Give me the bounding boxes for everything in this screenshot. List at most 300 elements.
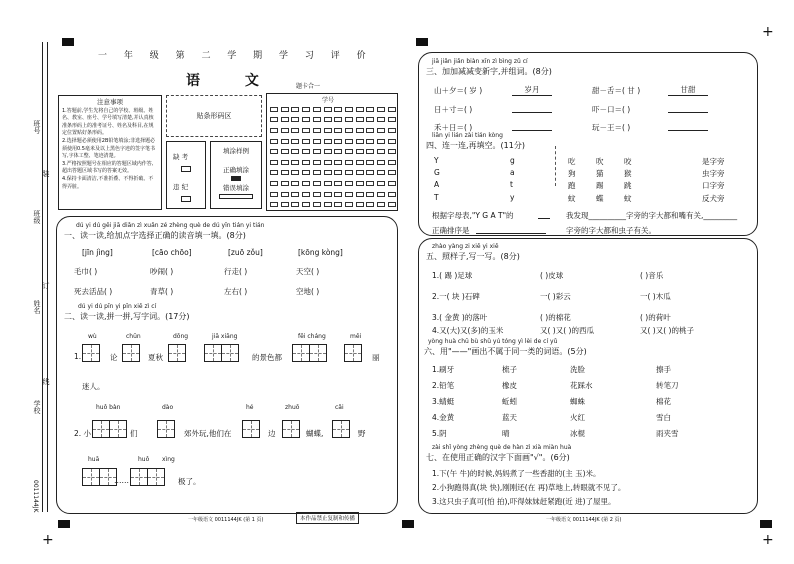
- q1-item[interactable]: 左右( ): [224, 287, 248, 296]
- q7-pinyin: zài shǐ yòng zhèng què de hàn zì xià miàn huà: [432, 444, 572, 451]
- q2-text: 郊外玩,他们在: [184, 429, 232, 438]
- id-bubble[interactable]: [366, 117, 374, 122]
- id-bubble[interactable]: [366, 107, 374, 112]
- id-bubble[interactable]: [345, 160, 353, 165]
- q3-word[interactable]: [668, 122, 708, 131]
- q7-row[interactable]: 2.小狗跑得真(块 快),刚刚还(在 再)草地上,转眼就不见了。: [432, 483, 626, 492]
- id-bubble[interactable]: [302, 181, 310, 186]
- q1-item[interactable]: 青草( ): [150, 287, 174, 296]
- id-bubble[interactable]: [377, 202, 385, 207]
- id-bubble[interactable]: [366, 139, 374, 144]
- id-bubble[interactable]: [366, 192, 374, 197]
- q2-py: huǒ bàn: [96, 404, 121, 411]
- tianzige[interactable]: [130, 468, 164, 486]
- copyright-stamp: 本作品禁止复制和传播: [296, 512, 359, 524]
- q4-word[interactable]: 吃: [568, 157, 576, 166]
- id-column[interactable]: [387, 104, 397, 210]
- id-bubble[interactable]: [291, 139, 299, 144]
- id-bubble[interactable]: [345, 139, 353, 144]
- q4-pinyin: liān yi lián zài tián kòng: [432, 132, 503, 139]
- q2-py: xìng: [162, 456, 175, 463]
- q5-title: 五、照样子,写一写。(8分): [426, 252, 520, 261]
- notice-item: 4.保持卡面清洁,不准折叠、不得折破、不得弄脏。: [62, 175, 154, 190]
- q4-word[interactable]: 蚊: [624, 194, 632, 203]
- id-bubble[interactable]: [270, 128, 278, 133]
- id-column[interactable]: [365, 104, 375, 210]
- tianzige[interactable]: [282, 420, 299, 438]
- id-bubble[interactable]: [356, 107, 364, 112]
- q3-formula[interactable]: 山＋夕＝( 岁 ): [434, 86, 483, 95]
- side-label: 姓名: [33, 300, 41, 314]
- q6-word[interactable]: 花踩水: [570, 381, 593, 390]
- id-bubble[interactable]: [281, 139, 289, 144]
- q6-word[interactable]: 蜘蛛: [570, 397, 585, 406]
- id-bubble[interactable]: [302, 170, 310, 175]
- barcode-area: [166, 95, 262, 137]
- id-bubble[interactable]: [324, 117, 332, 122]
- id-bubble[interactable]: [334, 107, 342, 112]
- registration-mark: [58, 520, 70, 528]
- id-bubble[interactable]: [313, 160, 321, 165]
- q5-cell[interactable]: 1.( 踢 )足球: [432, 271, 473, 280]
- id-bubble[interactable]: [302, 192, 310, 197]
- registration-mark: [416, 38, 428, 46]
- id-bubble[interactable]: [377, 170, 385, 175]
- id-bubble[interactable]: [377, 181, 385, 186]
- q3-formula[interactable]: 日＋寸＝( ): [434, 105, 473, 114]
- id-column[interactable]: [333, 104, 343, 210]
- q1-option: [jīn jìng]: [82, 248, 113, 257]
- registration-mark: [760, 520, 772, 528]
- tianzige[interactable]: [122, 344, 139, 362]
- q4-radical[interactable]: 反犬旁: [702, 194, 725, 203]
- id-bubble[interactable]: [281, 181, 289, 186]
- violation-checkbox[interactable]: [181, 196, 191, 202]
- notice-item: 2.选择题必须使用2B铅笔填涂;非选择题必须使用0.5毫米及以上黑色字迹的签字笔书写,字体工整、笔迹清楚。: [62, 137, 156, 160]
- tianzige[interactable]: [82, 468, 116, 486]
- q6-word[interactable]: 5.阴: [432, 429, 447, 438]
- side-label: 装: [42, 170, 50, 177]
- id-column[interactable]: [323, 104, 333, 210]
- q4-fill: 根据字母表,"Y G A T"的: [432, 211, 514, 220]
- q3-formula[interactable]: 吓－口＝( ): [592, 105, 631, 114]
- id-bubble[interactable]: [377, 149, 385, 154]
- q4-low[interactable]: g: [510, 156, 515, 165]
- registration-mark: [62, 38, 74, 46]
- q2-text: 夏秋: [148, 353, 163, 362]
- fill-example-title: 填涂样例: [223, 147, 249, 155]
- q4-cap[interactable]: Y: [434, 156, 439, 165]
- q2-text: 极了。: [178, 477, 201, 486]
- id-bubble[interactable]: [366, 170, 374, 175]
- q1-item[interactable]: 死去活品( ): [74, 287, 113, 296]
- id-bubble[interactable]: [356, 139, 364, 144]
- absent-box: [166, 141, 206, 209]
- id-bubble[interactable]: [270, 192, 278, 197]
- id-bubble[interactable]: [281, 192, 289, 197]
- id-bubble[interactable]: [377, 107, 385, 112]
- q2-py: wù: [88, 333, 97, 340]
- tianzige[interactable]: [344, 344, 361, 362]
- id-bubble[interactable]: [388, 117, 396, 122]
- id-bubble[interactable]: [281, 117, 289, 122]
- q4-low[interactable]: y: [510, 193, 515, 202]
- violation-label: 违 纪: [173, 183, 189, 191]
- id-bubble[interactable]: [334, 181, 342, 186]
- q1-option: [cāo chōo]: [152, 248, 192, 257]
- wrong-marks: [219, 194, 253, 199]
- q4-fill-blank[interactable]: [476, 227, 546, 234]
- id-bubble[interactable]: [377, 117, 385, 122]
- cross-mark: +: [762, 532, 774, 548]
- id-bubble[interactable]: [388, 160, 396, 165]
- q3-word[interactable]: 甘甜: [668, 84, 708, 96]
- id-bubble[interactable]: [302, 149, 310, 154]
- q2-text: 的景色都: [252, 353, 282, 362]
- q1-item[interactable]: 空地( ): [296, 287, 320, 296]
- id-bubble[interactable]: [313, 117, 321, 122]
- side-label: 线: [42, 378, 50, 385]
- id-bubble[interactable]: [281, 202, 289, 207]
- id-column[interactable]: [376, 104, 386, 210]
- id-bubble[interactable]: [324, 181, 332, 186]
- q6-word[interactable]: 冰棍: [570, 429, 585, 438]
- tianzige[interactable]: [168, 344, 185, 362]
- absent-label: 缺 考: [173, 153, 189, 161]
- id-bubble[interactable]: [291, 170, 299, 175]
- id-bubble[interactable]: [345, 202, 353, 207]
- id-bubble[interactable]: [377, 128, 385, 133]
- id-bubble[interactable]: [388, 107, 396, 112]
- divider: [555, 146, 556, 186]
- q6-word[interactable]: 蓝天: [502, 413, 517, 422]
- id-bubble[interactable]: [324, 128, 332, 133]
- q4-fill[interactable]: 我发现__________字旁的字大都和嘴有关,_________: [566, 211, 738, 220]
- q6-word[interactable]: 橡皮: [502, 381, 517, 390]
- q2-py: dào: [162, 404, 174, 411]
- q6-word[interactable]: 4.金黄: [432, 413, 455, 422]
- id-bubble[interactable]: [302, 160, 310, 165]
- id-column[interactable]: [280, 104, 290, 210]
- q5-cell[interactable]: 又( )又( )的桃子: [640, 326, 694, 335]
- id-bubble[interactable]: [377, 139, 385, 144]
- q1-item[interactable]: 天空( ): [296, 267, 320, 276]
- id-bubble[interactable]: [334, 128, 342, 133]
- q1-option: [zuō zǒu]: [228, 248, 263, 257]
- q7-row[interactable]: 1.下(午 牛)的时候,妈妈煮了一些香甜的(主 玉)米。: [432, 469, 601, 478]
- side-label: 订: [42, 282, 50, 289]
- notice-item: 3.严格按照题号在相应的答题区域内作答,超出答题区域书写的答案无效。: [62, 160, 154, 175]
- q4-fill-blank[interactable]: [538, 212, 550, 219]
- id-bubble[interactable]: [334, 149, 342, 154]
- q5-cell[interactable]: ( )皮球: [540, 271, 564, 280]
- id-bubble[interactable]: [291, 117, 299, 122]
- id-bubble[interactable]: [388, 128, 396, 133]
- q4-word[interactable]: 咬: [624, 157, 632, 166]
- id-bubble[interactable]: [270, 160, 278, 165]
- q5-cell[interactable]: ( )音乐: [640, 271, 664, 280]
- id-bubble[interactable]: [291, 149, 299, 154]
- id-bubble[interactable]: [302, 202, 310, 207]
- id-bubble[interactable]: [345, 107, 353, 112]
- tianzige[interactable]: [292, 344, 326, 362]
- id-bubble[interactable]: [324, 202, 332, 207]
- id-bubble[interactable]: [345, 170, 353, 175]
- side-label: 学校: [33, 400, 41, 414]
- id-column[interactable]: [269, 104, 279, 210]
- footer-right: 一年级语文 0011144JK (第 2 页): [546, 517, 622, 523]
- q1-item[interactable]: 毛巾( ): [74, 267, 98, 276]
- q2-text: 1.: [74, 352, 82, 361]
- id-bubble[interactable]: [324, 139, 332, 144]
- id-bubble[interactable]: [366, 149, 374, 154]
- id-bubble[interactable]: [388, 139, 396, 144]
- filled-mark: [231, 176, 241, 181]
- q2-text: ……: [114, 476, 129, 485]
- q6-word[interactable]: 1.刷牙: [432, 365, 455, 374]
- cross-mark: +: [762, 24, 774, 40]
- id-bubble[interactable]: [345, 181, 353, 186]
- id-bubble[interactable]: [313, 139, 321, 144]
- id-bubble[interactable]: [291, 107, 299, 112]
- q5-cell[interactable]: 一( )木瓜: [640, 292, 671, 301]
- q2-pinyin: dú yi dú pīn yi pīn xiě zì cí: [78, 303, 157, 310]
- q6-word[interactable]: 梳子: [502, 365, 517, 374]
- q5-cell[interactable]: 又( )又( )的西瓜: [540, 326, 594, 335]
- q4-word[interactable]: 跳: [624, 181, 632, 190]
- q1-pinyin: dú yi dú gěi jiā diǎn zì xuǎn zé zhèng què de dú yīn tián yi tián: [76, 222, 265, 229]
- id-bubble[interactable]: [334, 160, 342, 165]
- q2-text: 迷人。: [82, 382, 105, 391]
- q4-cap[interactable]: G: [434, 168, 440, 177]
- id-bubble[interactable]: [356, 181, 364, 186]
- id-bubble[interactable]: [366, 160, 374, 165]
- q6-word[interactable]: 擦手: [656, 365, 671, 374]
- id-bubble[interactable]: [324, 170, 332, 175]
- q2-py: jiā xiāng: [212, 333, 238, 340]
- q4-word[interactable]: 踢: [596, 181, 604, 190]
- id-bubble[interactable]: [356, 192, 364, 197]
- q3-formula[interactable]: 甜－舌＝( 甘 ): [592, 86, 641, 95]
- absent-checkbox[interactable]: [181, 166, 191, 172]
- id-column[interactable]: [301, 104, 311, 210]
- q5-cell[interactable]: 一( )彩云: [540, 292, 571, 301]
- id-bubble[interactable]: [270, 107, 278, 112]
- id-bubble[interactable]: [313, 181, 321, 186]
- q5-cell[interactable]: 4.又(大)又(多)的玉米: [432, 326, 504, 335]
- q6-word[interactable]: 3.蜻蜓: [432, 397, 455, 406]
- registration-mark: [402, 520, 414, 528]
- q5-cell[interactable]: ( )的荷叶: [640, 313, 671, 322]
- id-bubble[interactable]: [356, 202, 364, 207]
- q4-word[interactable]: 蝶: [596, 194, 604, 203]
- q7-row[interactable]: 3.这只虫子真可(怕 拍),吓得妹妹赶紧跑(近 进)了屋里。: [432, 497, 616, 506]
- id-bubble[interactable]: [270, 181, 278, 186]
- id-bubble[interactable]: [334, 202, 342, 207]
- id-bubble[interactable]: [345, 117, 353, 122]
- id-bubble[interactable]: [388, 170, 396, 175]
- id-bubble[interactable]: [324, 192, 332, 197]
- q2-py: hé: [246, 404, 254, 411]
- q4-low[interactable]: a: [510, 168, 515, 177]
- student-id-grid[interactable]: [266, 93, 398, 211]
- q2-py: zhuō: [285, 404, 300, 411]
- id-bubble[interactable]: [324, 160, 332, 165]
- cross-mark: +: [42, 532, 54, 548]
- subject-title: 语 文: [186, 73, 279, 89]
- q6-word[interactable]: 雪白: [656, 413, 671, 422]
- q3-word[interactable]: [512, 104, 552, 113]
- q6-word[interactable]: 2.铅笔: [432, 381, 455, 390]
- q6-word[interactable]: 火红: [570, 413, 585, 422]
- id-bubble[interactable]: [291, 160, 299, 165]
- id-bubble[interactable]: [377, 160, 385, 165]
- id-bubble[interactable]: [313, 192, 321, 197]
- id-bubble[interactable]: [377, 192, 385, 197]
- q4-word[interactable]: 猫: [596, 169, 604, 178]
- q5-cell[interactable]: ( )的棉花: [540, 313, 571, 322]
- q4-radical[interactable]: 虫字旁: [702, 169, 725, 178]
- id-column[interactable]: [344, 104, 354, 210]
- id-bubble[interactable]: [356, 160, 364, 165]
- id-bubble[interactable]: [270, 117, 278, 122]
- id-bubble[interactable]: [281, 107, 289, 112]
- id-bubble[interactable]: [313, 202, 321, 207]
- id-bubble[interactable]: [281, 170, 289, 175]
- q4-radical[interactable]: 口字旁: [702, 181, 725, 190]
- q5-cell[interactable]: 3.( 金黄 )的落叶: [432, 313, 488, 322]
- id-bubble[interactable]: [334, 170, 342, 175]
- id-bubble[interactable]: [270, 149, 278, 154]
- card-hint: 题卡合一: [296, 83, 321, 90]
- id-bubble[interactable]: [313, 128, 321, 133]
- id-bubble[interactable]: [356, 117, 364, 122]
- fill-example-right: 正确填涂: [223, 166, 249, 174]
- id-bubble[interactable]: [291, 192, 299, 197]
- q1-item[interactable]: 吵闹( ): [150, 267, 174, 276]
- q6-word[interactable]: 转笔刀: [656, 381, 679, 390]
- id-bubble[interactable]: [366, 181, 374, 186]
- id-bubble[interactable]: [313, 107, 321, 112]
- tianzige[interactable]: [242, 420, 259, 438]
- id-bubble[interactable]: [291, 202, 299, 207]
- q3-word[interactable]: [512, 122, 552, 131]
- id-bubble[interactable]: [281, 149, 289, 154]
- q4-word[interactable]: 猴: [624, 169, 632, 178]
- q1-item[interactable]: 行走( ): [224, 267, 248, 276]
- id-bubble[interactable]: [345, 149, 353, 154]
- id-bubble[interactable]: [324, 107, 332, 112]
- fill-example-wrong: 错误填涂: [223, 184, 249, 192]
- q4-radical[interactable]: 是字旁: [702, 157, 725, 166]
- id-bubble[interactable]: [302, 128, 310, 133]
- id-bubble[interactable]: [324, 149, 332, 154]
- q4-cap[interactable]: T: [434, 193, 439, 202]
- id-bubble[interactable]: [281, 160, 289, 165]
- q5-cell[interactable]: 2.一( 块 )石碑: [432, 292, 480, 301]
- q3-word[interactable]: 岁月: [512, 84, 552, 96]
- tianzige[interactable]: [82, 344, 99, 362]
- id-bubble[interactable]: [291, 181, 299, 186]
- id-bubble[interactable]: [388, 181, 396, 186]
- id-bubble[interactable]: [388, 149, 396, 154]
- id-bubble[interactable]: [356, 149, 364, 154]
- q4-word[interactable]: 吹: [596, 157, 604, 166]
- q6-word[interactable]: 蚯蚓: [502, 397, 517, 406]
- id-bubble[interactable]: [291, 128, 299, 133]
- id-bubble[interactable]: [345, 128, 353, 133]
- q1-option: [kōng kòng]: [298, 248, 343, 257]
- id-bubble[interactable]: [281, 128, 289, 133]
- q2-text: 边: [268, 429, 276, 438]
- q2-py: huā: [88, 456, 100, 463]
- q4-word[interactable]: 跑: [568, 181, 576, 190]
- id-bubble[interactable]: [388, 202, 396, 207]
- id-bubble[interactable]: [334, 117, 342, 122]
- id-column[interactable]: [355, 104, 365, 210]
- fill-example-box: [210, 141, 262, 209]
- side-label: 班级: [33, 210, 41, 224]
- q2-py: dōng: [173, 333, 189, 340]
- id-bubble[interactable]: [366, 202, 374, 207]
- id-bubble[interactable]: [334, 192, 342, 197]
- q4-cap[interactable]: A: [434, 180, 440, 189]
- tianzige[interactable]: [204, 344, 238, 362]
- id-bubble[interactable]: [302, 139, 310, 144]
- tianzige[interactable]: [92, 420, 126, 438]
- id-bubble[interactable]: [270, 139, 278, 144]
- q3-formula[interactable]: 禾＋日＝( ): [434, 123, 473, 132]
- q2-text: 野: [358, 429, 366, 438]
- id-bubble[interactable]: [302, 117, 310, 122]
- q2-py: chūn: [126, 333, 141, 340]
- tianzige[interactable]: [157, 420, 174, 438]
- exam-title: 一 年 级 第 二 学 期 学 习 评 价: [98, 51, 373, 61]
- q6-word[interactable]: 棉花: [656, 397, 671, 406]
- id-bubble[interactable]: [366, 128, 374, 133]
- tianzige[interactable]: [332, 420, 349, 438]
- q6-word[interactable]: 洗脸: [570, 365, 585, 374]
- id-bubble[interactable]: [356, 128, 364, 133]
- q6-pinyin: yòng huà chū bù shǔ yú tóng yì lèi de cí yǔ: [428, 338, 558, 345]
- q6-word[interactable]: 晴: [502, 429, 510, 438]
- barcode-label: 贴条形码区: [196, 112, 232, 120]
- id-bubble[interactable]: [345, 192, 353, 197]
- q3-formula[interactable]: 玩－王＝( ): [592, 123, 631, 132]
- id-bubble[interactable]: [313, 170, 321, 175]
- q2-py: měi: [350, 333, 362, 340]
- id-bubble[interactable]: [313, 149, 321, 154]
- q4-word[interactable]: 蚊: [568, 194, 576, 203]
- id-bubble[interactable]: [302, 107, 310, 112]
- side-label: 班号: [33, 120, 41, 134]
- q2-text: 丽: [372, 353, 380, 362]
- q3-word[interactable]: [668, 104, 708, 113]
- q4-low[interactable]: t: [510, 180, 513, 189]
- id-bubble[interactable]: [356, 170, 364, 175]
- id-bubble[interactable]: [334, 139, 342, 144]
- id-bubble[interactable]: [270, 170, 278, 175]
- notice-box: [58, 95, 162, 210]
- q2-text: 们: [130, 429, 138, 438]
- q2-py: huǒ: [138, 456, 150, 463]
- id-bubble[interactable]: [388, 192, 396, 197]
- id-column[interactable]: [290, 104, 300, 210]
- q6-word[interactable]: 雨夹雪: [656, 429, 679, 438]
- id-column[interactable]: [312, 104, 322, 210]
- id-bubble[interactable]: [270, 202, 278, 207]
- q4-word[interactable]: 狗: [568, 169, 576, 178]
